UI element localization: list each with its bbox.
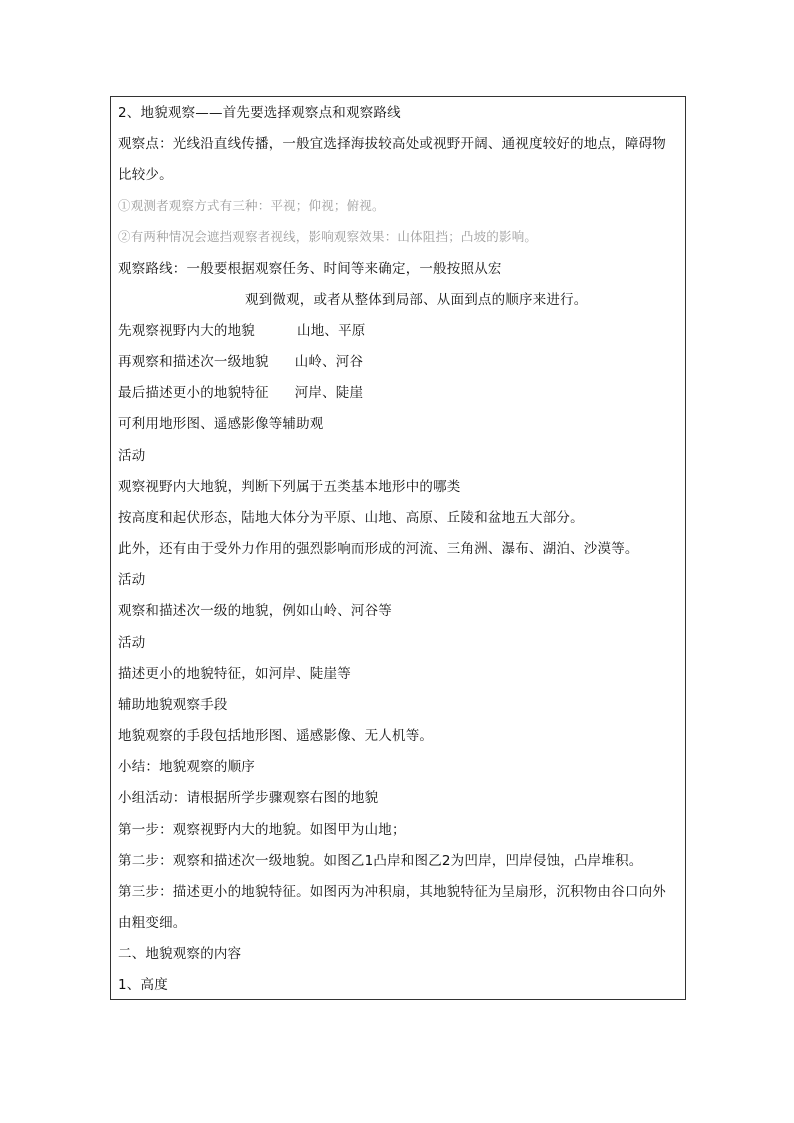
text-group-activity: 小组活动：请根据所学步骤观察右图的地貌 — [118, 790, 379, 806]
order-step-1-label: 先观察视野内大的地貌 — [118, 323, 255, 339]
order-step-2 — [118, 353, 363, 371]
heading-height: 1、高度 — [118, 977, 168, 993]
text-external-forces: 此外，还有由于受外力作用的强烈影响而形成的河流、三角洲、瀑布、湖泊、沙漠等。 — [118, 541, 639, 557]
text-step-1: 第一步：观察视野内大的地貌。如图甲为山地； — [118, 822, 406, 838]
text-five-landforms: 按高度和起伏形态，陆地大体分为平原、山地、高原、丘陵和盆地五大部分。 — [118, 510, 584, 526]
text-observation-route: 观察路线：一般要根据观察任务、时间等来确定，一般按照从宏 — [118, 261, 502, 277]
text-auxiliary-tools: 可利用地形图、遥感影像等辅助观 — [118, 416, 324, 432]
label-activity-1: 活动 — [118, 448, 146, 464]
text-observation-point-cont: 比较少。 — [118, 167, 173, 183]
heading-observation-point-route: 2、地貌观察——首先要选择观察点和观察路线 — [118, 105, 401, 121]
text-line-of-sight: ②有两种情况会遮挡观察者视线，影响观察效果：山体阻挡；凸坡的影响。 — [118, 229, 538, 244]
heading-summary: 小结：地貌观察的顺序 — [118, 759, 255, 775]
text-observation-route-cont: 观到微观，或者从整体到局部、从面到点的顺序来进行。 — [245, 292, 588, 308]
text-step-3-cont: 由粗变细。 — [118, 915, 187, 931]
label-activity-3: 活动 — [118, 635, 146, 651]
text-activity-1-task: 观察视野内大地貌，判断下列属于五类基本地形中的哪类 — [118, 479, 461, 495]
order-step-3-example: 河岸、陡崖 — [294, 385, 364, 401]
heading-section-2: 二、地貌观察的内容 — [118, 946, 242, 962]
label-activity-2: 活动 — [118, 572, 146, 588]
heading-auxiliary-means: 辅助地貌观察手段 — [118, 697, 228, 713]
text-auxiliary-means: 地貌观察的手段包括地形图、遥感影像、无人机等。 — [118, 728, 434, 744]
text-step-2: 第二步：观察和描述次一级地貌。如图乙1凸岸和图乙2为凹岸，凹岸侵蚀，凸岸堆积。 — [118, 853, 643, 869]
order-step-2-example: 山岭、河谷 — [294, 354, 364, 370]
text-activity-2-task: 观察和描述次一级的地貌，例如山岭、河谷等 — [118, 603, 392, 619]
order-step-3-label: 最后描述更小的地貌特征 — [118, 385, 269, 401]
text-viewing-methods: ①观测者观察方式有三种：平视；仰视；俯视。 — [118, 198, 385, 213]
order-step-3 — [118, 384, 363, 402]
order-step-2-label: 再观察和描述次一级地貌 — [118, 354, 269, 370]
text-observation-point: 观察点：光线沿直线传播，一般宜选择海拔较高处或视野开阔、通视度较好的地点，障碍物 — [118, 136, 666, 152]
text-activity-3-task: 描述更小的地貌特征，如河岸、陡崖等 — [118, 666, 351, 682]
content-box — [110, 96, 686, 1000]
order-step-1-example: 山地、平原 — [297, 323, 366, 339]
order-step-1 — [118, 322, 366, 340]
text-step-3: 第三步：描述更小的地貌特征。如图丙为冲积扇，其地貌特征为呈扇形，沉积物由谷口向外 — [118, 884, 666, 900]
